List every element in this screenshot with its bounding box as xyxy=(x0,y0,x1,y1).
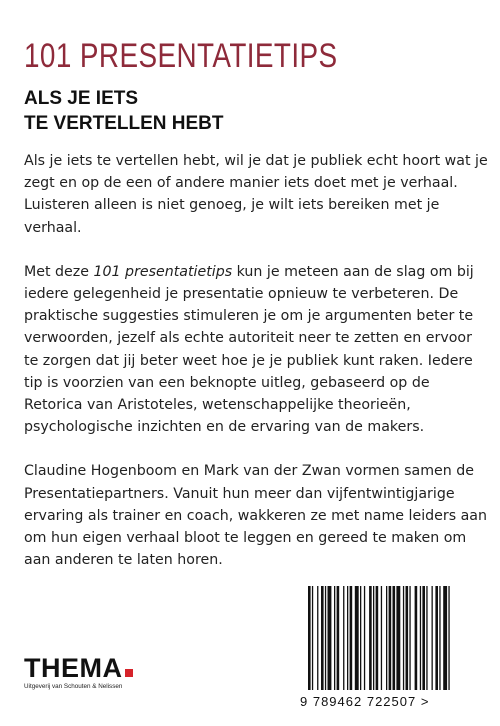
barcode-bar xyxy=(381,586,382,690)
isbn-barcode xyxy=(300,580,486,708)
barcode-bar xyxy=(406,586,409,690)
barcode-bar xyxy=(422,586,425,690)
barcode-bar xyxy=(360,586,361,690)
paragraph-2-intro: Met deze xyxy=(24,263,94,280)
barcode-bar xyxy=(334,586,335,690)
publisher-logo xyxy=(24,654,133,690)
barcode-bar xyxy=(403,586,404,690)
logo-red-square-icon xyxy=(125,669,133,677)
book-title: 101 PRESENTATIETIPS xyxy=(24,36,338,75)
isbn-digits xyxy=(300,694,429,709)
barcode-bar xyxy=(364,586,365,690)
barcode-bar xyxy=(347,586,348,690)
barcode-trailing-mark: > xyxy=(420,694,430,709)
barcode-bar xyxy=(396,586,400,690)
barcode-bar xyxy=(312,586,313,690)
barcode-bar xyxy=(325,586,326,690)
barcode-bar xyxy=(448,586,449,690)
barcode-bar xyxy=(369,586,372,690)
barcode-bar xyxy=(337,586,340,690)
barcode-bar xyxy=(350,586,353,690)
barcode-bar xyxy=(420,586,421,690)
barcode-bar xyxy=(328,586,332,690)
publisher-logo-text: THEMA xyxy=(24,653,123,683)
barcode-bar xyxy=(386,586,387,690)
barcode-bar xyxy=(426,586,427,690)
book-subtitle xyxy=(24,86,224,136)
subtitle-line-1: ALS JE IETS xyxy=(24,88,139,109)
barcode-bar xyxy=(435,586,438,690)
isbn-number: 9 789462 722507 xyxy=(300,694,417,709)
barcode-bar xyxy=(443,586,447,690)
subtitle-line-2: TE VERTELLEN HEBT xyxy=(24,113,224,134)
paragraph-2-book-title: 101 presentatietips xyxy=(93,263,233,280)
barcode-bar xyxy=(376,586,379,690)
publisher-tagline: Uitgeverij van Schouten & Nelissen xyxy=(24,683,123,690)
barcode-bar xyxy=(373,586,374,690)
barcode-bar xyxy=(343,586,344,690)
barcode-bar xyxy=(389,586,392,690)
blurb xyxy=(24,150,489,593)
barcode-bar xyxy=(393,586,396,690)
barcode-bar xyxy=(415,586,418,690)
barcode-bars-icon xyxy=(300,580,486,692)
blurb-paragraph-2 xyxy=(24,261,489,439)
barcode-bar xyxy=(317,586,318,690)
barcode-bar xyxy=(439,586,440,690)
paragraph-2-rest: kun je meteen aan de slag om bij iedere gelegenheid je presentatie opnieuw te verbeteren. De praktische suggesties stimuleren je om je argumenten beter te verwoorden, jezelf als echte autoriteit neer te zetten en ervoor te zorgen dat jij beter weet hoe je je publiek kunt raken. Iedere tip is voorzien van een beknopte uitleg, gebaseerd op de Retorica van Aristoteles, wetenschappelijke theorieën, psychologische inzichten en de ervaring van de makers. xyxy=(24,263,474,436)
barcode-bar xyxy=(355,586,359,690)
barcode-bar xyxy=(308,586,311,690)
barcode-bar xyxy=(432,586,433,690)
blurb-paragraph-3: Claudine Hogenboom en Mark van der Zwan vormen samen de Presentatiepartners. Vanuit hun meer dan vijfentwintigjarige ervaring als trainer en coach, wakkeren ze met name leiders aan om hun eigen verhaal bloot te leggen en gereed te maken om aan anderen te laten horen. xyxy=(24,463,487,569)
barcode-bar xyxy=(409,586,410,690)
barcode-bar xyxy=(321,586,324,690)
blurb-paragraph-1: Als je iets te vertellen hebt, wil je dat je publiek echt hoort wat je zegt en op de een of andere manier iets doet met je verhaal. Luisteren alleen is niet genoeg, je wilt iets bereiken met je verhaal. xyxy=(24,153,488,236)
